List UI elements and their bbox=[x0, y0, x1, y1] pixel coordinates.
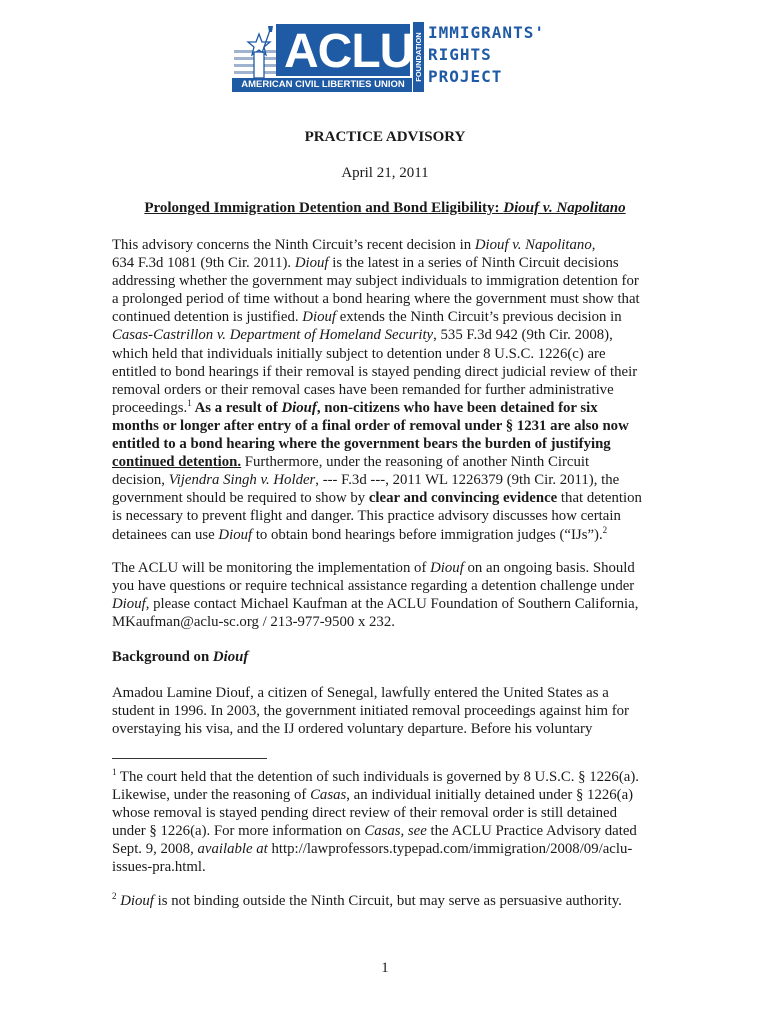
document-subject bbox=[0, 200, 770, 217]
text-line: 634 F.3d 1081 (9th Cir. 2011). Diouf is the latest in a series of Ninth Circuit decisions bbox=[112, 255, 619, 272]
footnote-2 bbox=[112, 892, 658, 910]
page-number: 1 bbox=[381, 960, 389, 976]
section-heading-background: Background on Diouf bbox=[112, 649, 249, 665]
footnote-separator bbox=[112, 758, 267, 759]
aclu-logo bbox=[232, 22, 545, 94]
text-line: which held that individuals initially subject to detention under 8 U.S.C. 1226(c) are bbox=[112, 345, 606, 362]
text-line: a prolonged period of time without a bond hearing where the government must show that bbox=[112, 291, 640, 308]
subject-prefix: Prolonged Immigration Detention and Bond Eligibility: bbox=[144, 200, 504, 216]
text-line: continued detention is justified. Diouf extends the Ninth Circuit’s previous decision in bbox=[112, 309, 622, 326]
paragraph-intro bbox=[112, 236, 658, 544]
text-line: proceedings.$^1$ As a result of Diouf, non-citizens who have been detained for six bbox=[112, 397, 598, 416]
text-line: decision, Vijendra Singh v. Holder, --- F.3d ---, 2011 WL 1226379 (9th Cir. 2011), the bbox=[112, 472, 620, 489]
footnote-number: 1 bbox=[112, 767, 117, 778]
text-line: Casas-Castrillon v. Department of Homeland Security, 535 F.3d 942 (9th Cir. 2008), bbox=[112, 327, 613, 344]
text-line: $^1$ The court held that the detention of such individuals is governed by 8 U.S.C. § 1226(a). bbox=[112, 767, 639, 785]
text-line: This advisory concerns the Ninth Circuit’s recent decision in Diouf v. Napolitano, bbox=[112, 237, 596, 253]
footnote-ref-2[interactable]: 2 bbox=[602, 524, 608, 535]
paragraph-background bbox=[112, 684, 658, 738]
document-title: PRACTICE ADVISORY bbox=[304, 129, 466, 145]
text-line: $^2$ Diouf is not binding outside the Ninth Circuit, but may serve as persuasive authority. bbox=[112, 891, 622, 909]
text-line: months or longer after entry of a final order of removal under § 1231 are also now bbox=[112, 417, 629, 434]
text-line: detainees can use Diouf to obtain bond hearings before immigration judges (“IJs”).$^2$ bbox=[112, 524, 608, 543]
document-date: April 21, 2011 bbox=[341, 165, 429, 181]
aclu-full-name: AMERICAN CIVIL LIBERTIES UNION bbox=[241, 79, 405, 90]
subject-case-name: Diouf v. Napolitano bbox=[503, 200, 626, 216]
aclu-wordmark: ACLU bbox=[284, 25, 414, 78]
text-line: government should be required to show by clear and convincing evidence that detention bbox=[112, 490, 642, 507]
text-line: under § 1226(a). For more information on Casas, see the ACLU Practice Advisory dated bbox=[112, 823, 637, 840]
text-line: issues-pra.html. bbox=[112, 859, 206, 876]
contact-line: MKaufman@aclu-sc.org / 213-977-9500 x 232. bbox=[112, 614, 395, 631]
text-line: The ACLU will be monitoring the implementation of Diouf on an ongoing basis. Should bbox=[112, 560, 635, 576]
text-line: addressing whether the government may subject individuals to immigration detention for bbox=[112, 273, 639, 290]
text-line: Diouf, please contact Michael Kaufman at the ACLU Foundation of Southern California, bbox=[112, 596, 639, 613]
text-line: entitled to bond hearings if their removal is stayed pending direct judicial review of their bbox=[112, 363, 638, 380]
text-line: Sept. 9, 2008, available at http://lawprofessors.typepad.com/immigration/2008/09/aclu- bbox=[112, 841, 633, 858]
text-line: entitled to a bond hearing where the government bears the burden of justifying bbox=[112, 436, 611, 453]
text-line: overstaying his visa, and the IJ ordered voluntary departure. Before his voluntary bbox=[112, 721, 593, 738]
text-line: Likewise, under the reasoning of Casas, an individual initially detained under § 1226(a) bbox=[112, 787, 634, 804]
text-line: you have questions or require technical assistance regarding a detention challenge under bbox=[112, 578, 635, 595]
footnote-1 bbox=[112, 768, 658, 877]
text-line: continued detention. Furthermore, under the reasoning of another Ninth Circuit bbox=[112, 454, 590, 471]
text-line: whose removal is stayed pending direct review of their removal order is still detained bbox=[112, 805, 617, 822]
project-line-3: PROJECT bbox=[428, 67, 503, 86]
text-line: student in 1996. In 2003, the government initiated removal proceedings against him for bbox=[112, 703, 629, 720]
text-line: removal orders or their removal cases have been remanded for further administrative bbox=[112, 381, 614, 398]
project-line-1: IMMIGRANTS' bbox=[428, 23, 545, 42]
footnote-number: 2 bbox=[112, 891, 117, 902]
text-line: Amadou Lamine Diouf, a citizen of Senegal, lawfully entered the United States as a bbox=[112, 685, 609, 701]
foundation-label: FOUNDATION bbox=[414, 32, 423, 82]
paragraph-contact bbox=[112, 559, 658, 631]
project-line-2: RIGHTS bbox=[428, 45, 492, 64]
immigrants-rights-project-label bbox=[428, 22, 545, 88]
text-line: is necessary to prevent flight and danger. This practice advisory discusses how certain bbox=[112, 508, 621, 525]
footnote-ref-1[interactable]: 1 bbox=[187, 397, 192, 408]
